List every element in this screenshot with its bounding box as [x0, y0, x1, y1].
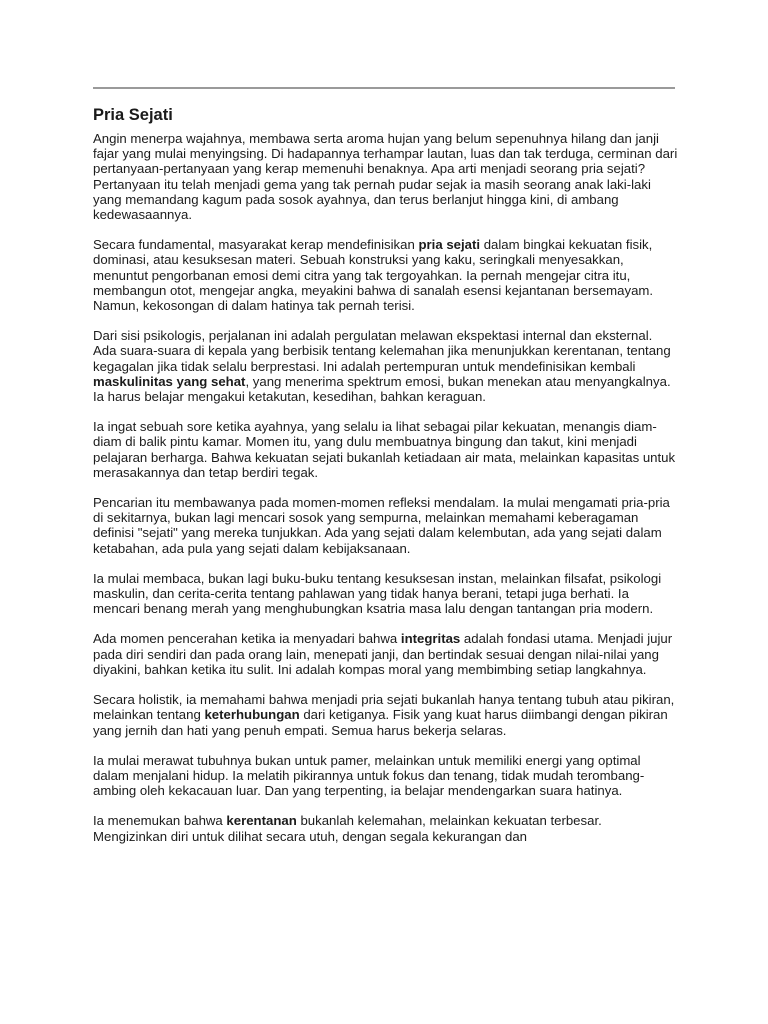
- text-run: Secara holistik, ia memahami bahwa menjadi pria sejati bukanlah hanya tentang tubuh atau pikiran, melainkan tentang: [93, 692, 675, 723]
- text-run: Ia mulai membaca, bukan lagi buku-buku tentang kesuksesan instan, melainkan filsafat, psikologi maskulin, dan cerita-cerita tentang pahlawan yang tidak hanya berani, tetapi juga berhati. Ia mencari benang merah yang menghubungkan ksatria masa lalu dengan tantangan pria modern.: [93, 570, 662, 617]
- paragraph: [93, 131, 678, 222]
- bold-term: pria sejati: [418, 237, 481, 253]
- text-run: adalah fondasi utama. Menjadi jujur pada diri sendiri dan pada orang lain, menepati janji, dan bertindak sesuai dengan nilai-nilai yang diyakini, bahkan ketika itu sulit. Ini adalah kompas moral yang membimbing setiap langkahnya.: [93, 631, 673, 677]
- bold-term: keterhubungan: [204, 707, 300, 723]
- bold-term: integritas: [400, 631, 461, 647]
- paragraph: [93, 631, 678, 677]
- document-title: Pria Sejati: [93, 106, 173, 124]
- bold-term: maskulinitas yang sehat: [93, 373, 246, 389]
- paragraph: [93, 328, 678, 404]
- top-divider: [93, 87, 675, 89]
- bold-term: kerentanan: [226, 813, 297, 829]
- text-run: Ia mulai merawat tubuhnya bukan untuk pamer, melainkan untuk memiliki energi yang optimal dalam menjalani hidup. Ia melatih pikirannya untuk fokus dan tenang, tidak mudah terombang-ambing oleh kekacauan luar. Dan yang terpenting, ia belajar mendengarkan suara hatinya.: [93, 752, 645, 799]
- paragraph: [93, 419, 678, 480]
- text-run: dalam bingkai kekuatan fisik, dominasi, atau kesuksesan materi. Sebuah konstruksi yang kaku, seringkali menyesakkan, menuntut pengorbanan emosi demi citra yang tak tergoyahkan. Ia pernah mengejar citra itu, membangun otot, mengejar angka, meyakini bahwa di sanalah esensi kejantanan bersemayam. Namun, kekosongan di dalam hatinya tak pernah terisi.: [93, 237, 654, 314]
- paragraph: [93, 753, 678, 799]
- text-run: dari ketiganya. Fisik yang kuat harus diimbangi dengan pikiran yang jernih dan hati yang penuh empati. Semua harus bekerja selaras.: [93, 707, 668, 738]
- text-run: , yang menerima spektrum emosi, bukan menekan atau menyangkalnya. Ia harus belajar mengakui ketakutan, kesedihan, bahkan keraguan.: [93, 373, 671, 405]
- text-run: Ia menemukan bahwa: [93, 813, 227, 829]
- document-body: [93, 131, 678, 859]
- text-run: Ada momen pencerahan ketika ia menyadari bahwa: [93, 631, 401, 647]
- text-run: Dari sisi psikologis, perjalanan ini adalah pergulatan melawan ekspektasi internal dan eksternal. Ada suara-suara di kepala yang berbisik tentang kelemahan jika menunjukkan kerentanan, tentang kegagalan jika tidak selalu berprestasi. Ini adalah pertempuran untuk mendefinisikan kembali: [93, 328, 671, 374]
- paragraph: [93, 571, 678, 617]
- text-run: Pencarian itu membawanya pada momen-momen refleksi mendalam. Ia mulai mengamati pria-pria di sekitarnya, bukan lagi mencari sosok yang sempurna, melainkan memahami keberagaman definisi "sejati" yang mereka tunjukkan. Ada yang sejati dalam kelembutan, ada yang sejati dalam ketabahan, ada pula yang sejati dalam kebijaksanaan.: [93, 495, 670, 556]
- paragraph: [93, 692, 678, 738]
- text-run: Angin menerpa wajahnya, membawa serta aroma hujan yang belum sepenuhnya hilang dan janji fajar yang mulai menyingsing. Di hadapannya terhampar lautan, luas dan tak terduga, cerminan dari pertanyaan-pertanyaan yang kerap memenuhi benaknya. Apa arti menjadi seorang pria sejati? Pertanyaan itu telah menjadi gema yang tak pernah pudar sejak ia masih seorang anak laki-laki yang memandang kagum pada sosok ayahnya, dan terus berlanjut hingga kini, di ambang kedewasaannya.: [93, 131, 678, 223]
- paragraph: [93, 813, 678, 843]
- text-run: Secara fundamental, masyarakat kerap mendefinisikan: [93, 237, 419, 253]
- paragraph: [93, 495, 678, 556]
- text-run: Ia ingat sebuah sore ketika ayahnya, yang selalu ia lihat sebagai pilar kekuatan, menangis diam-diam di balik pintu kamar. Momen itu, yang dulu membuatnya bingung dan takut, kini menjadi pelajaran berharga. Bahwa kekuatan sejati bukanlah ketiadaan air mata, melainkan kapasitas untuk merasakannya dan tetap berdiri tegak.: [93, 419, 676, 480]
- text-run: bukanlah kelemahan, melainkan kekuatan terbesar. Mengizinkan diri untuk dilihat secara utuh, dengan segala kekurangan dan: [93, 813, 602, 844]
- paragraph: [93, 237, 678, 313]
